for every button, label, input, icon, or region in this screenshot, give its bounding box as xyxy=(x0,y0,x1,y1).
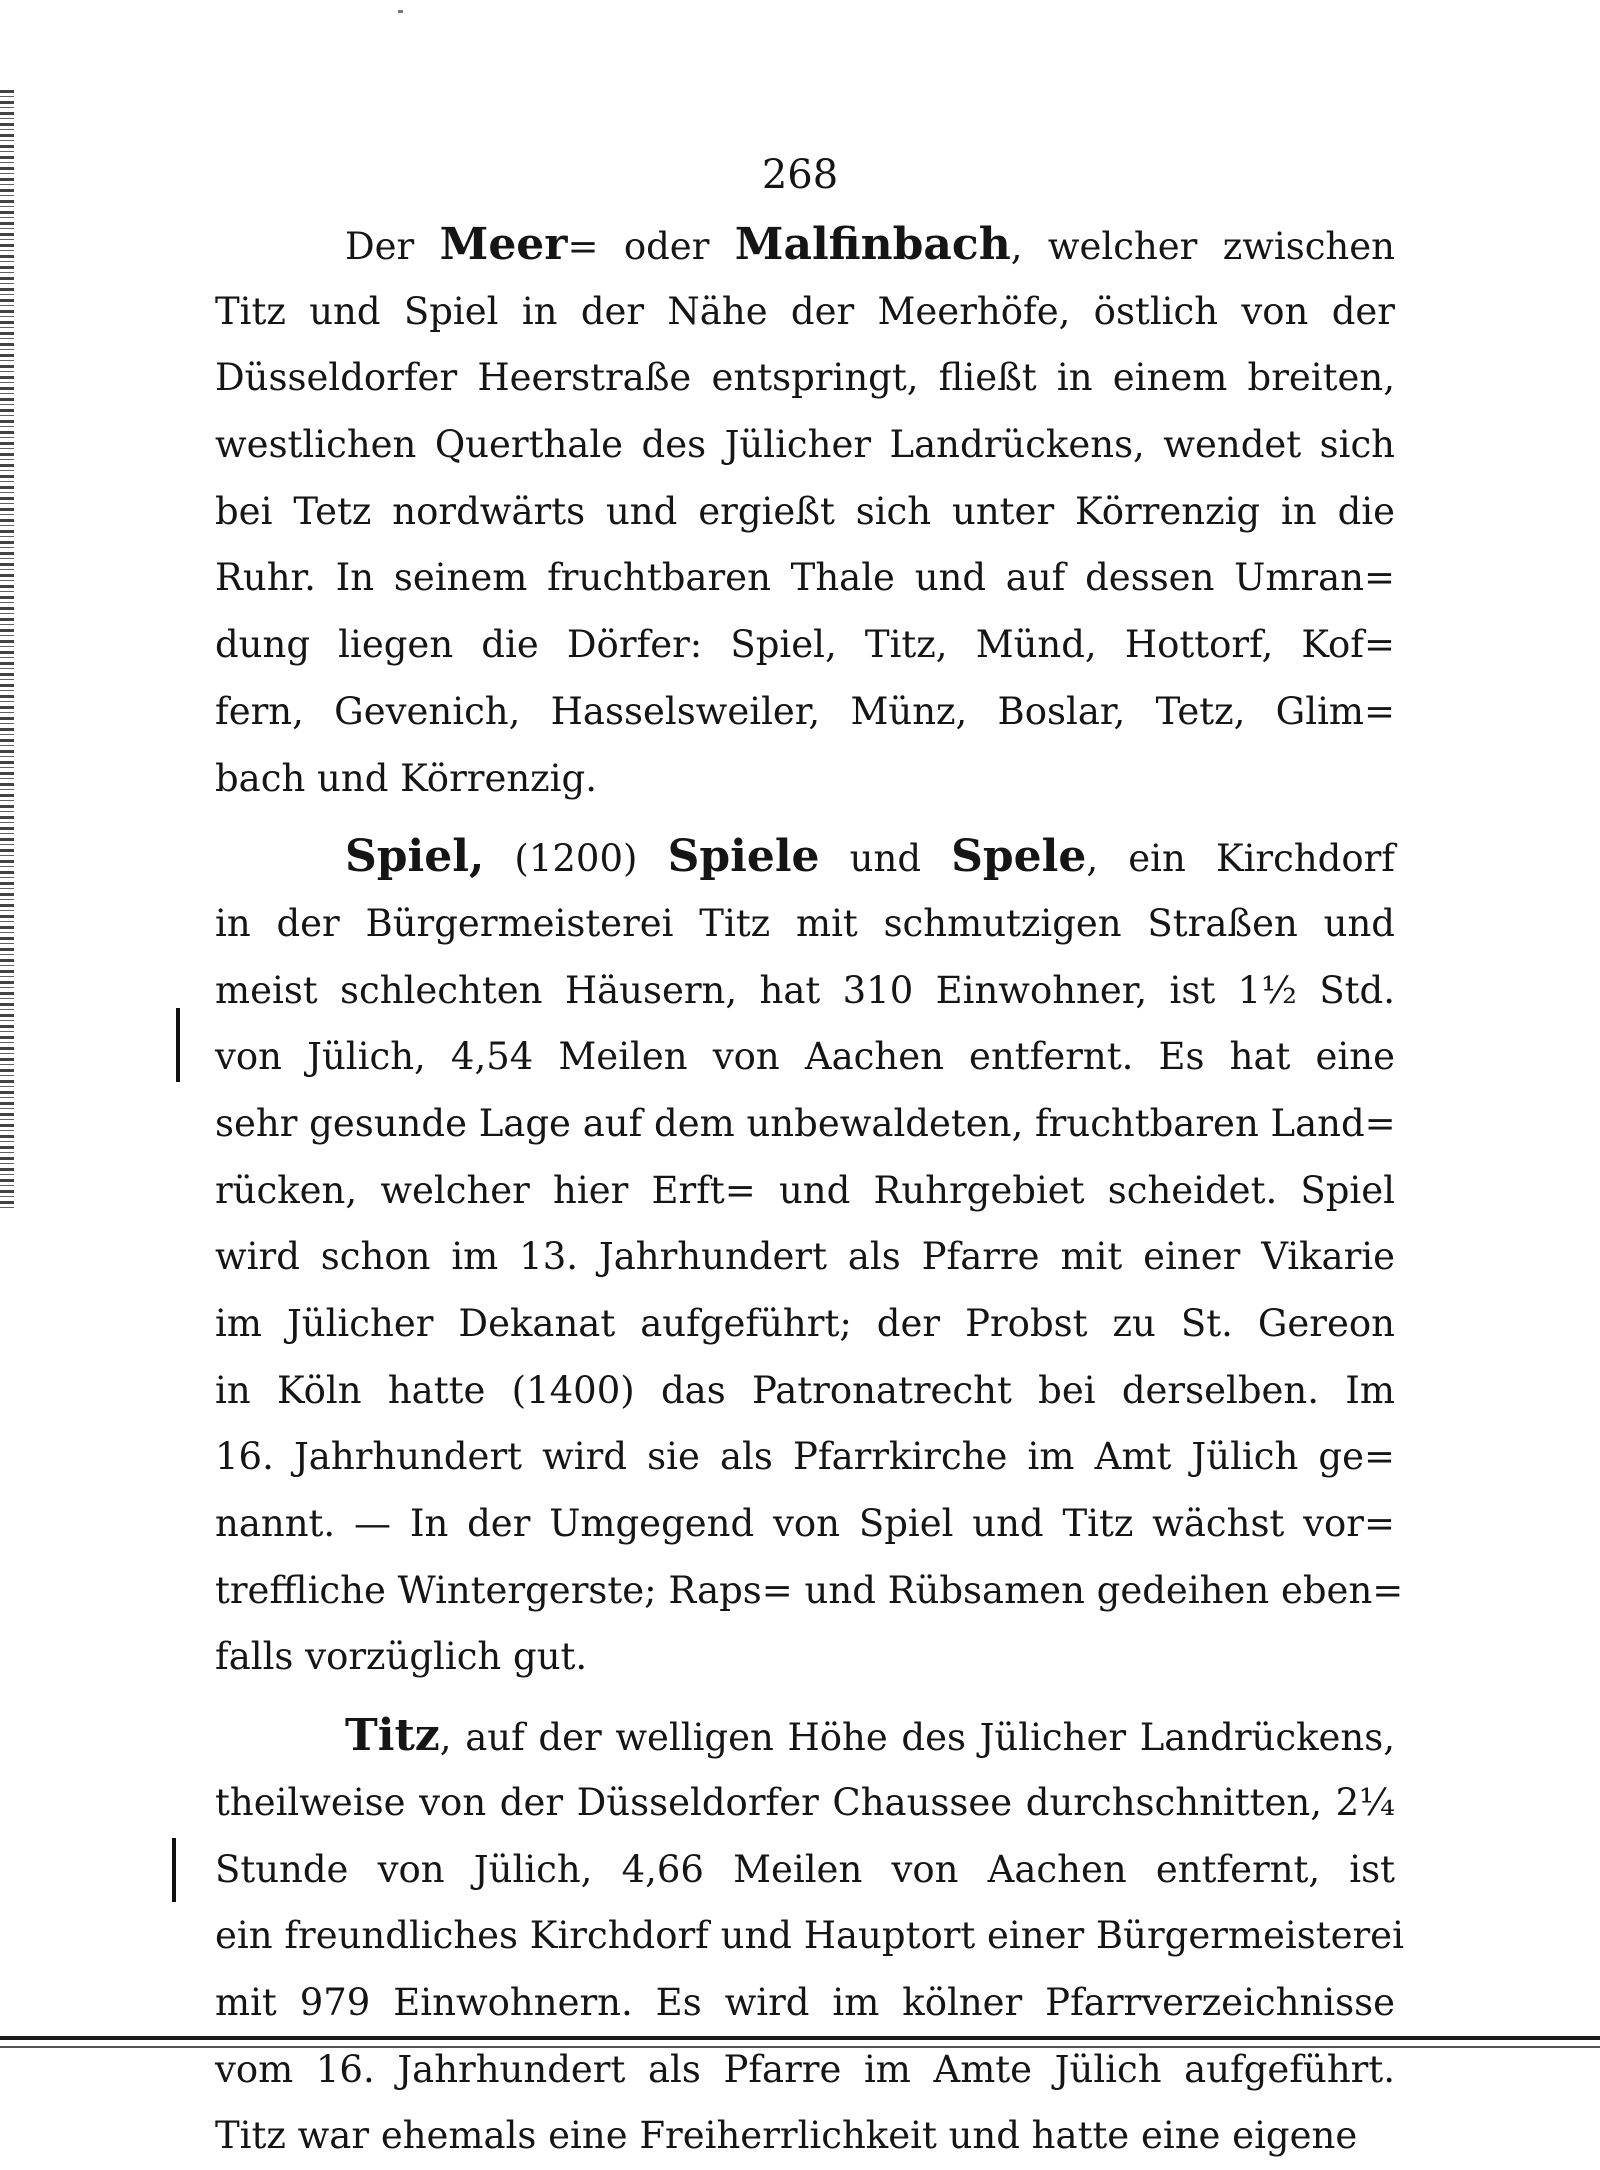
entry-headword: Spiele xyxy=(667,831,820,883)
text-run: meist schlechten Häusern, hat 310 Einwohner, ist 1½ Std. xyxy=(215,968,1395,1012)
text-run: Der xyxy=(345,225,440,268)
text-run: Stunde von Jülich, 4,66 Meilen von Aachen entfernt, ist xyxy=(215,1847,1395,1891)
text-run: , welcher zwischen xyxy=(1010,225,1395,268)
text-run: (1200) xyxy=(484,837,668,881)
text-line xyxy=(215,1770,1395,1837)
text-run: in Köln hatte (1400) das Patronatrecht bei derselben. Im xyxy=(215,1368,1395,1412)
text-run: und xyxy=(819,837,952,881)
bottom-rule xyxy=(0,2046,1600,2048)
text-run: vom 16. Jahrhundert als Pfarre im Amte Jülich aufgeführt. xyxy=(215,2047,1395,2091)
paragraph-spiel xyxy=(215,824,1404,1691)
text-run: rücken, welcher hier Erft= und Ruhrgebiet scheidet. Spiel xyxy=(215,1168,1395,1212)
page-binding-edge xyxy=(0,90,14,1210)
text-run: falls vorzüglich gut. xyxy=(215,1635,588,1679)
text-line xyxy=(215,412,1395,479)
text-line xyxy=(215,679,1395,746)
text-run: sehr gesunde Lage auf dem unbewaldeten, fruchtbaren Land= xyxy=(215,1101,1396,1145)
text-run: von Jülich, 4,54 Meilen von Aachen entfernt. Es hat eine xyxy=(215,1035,1395,1079)
text-run: dung liegen die Dörfer: Spiel, Titz, Münd, Hottorf, Kof= xyxy=(215,623,1395,667)
text-run: theilweise von der Düsseldorfer Chaussee durchschnitten, 2¼ xyxy=(215,1780,1395,1824)
margin-mark xyxy=(172,1838,176,1902)
entry-headword: Spele xyxy=(951,831,1087,883)
text-run: bach und Körrenzig. xyxy=(215,756,597,800)
text-run: fern, Gevenich, Hasselsweiler, Münz, Boslar, Tetz, Glim= xyxy=(215,689,1395,733)
body-text xyxy=(215,212,1404,2170)
text-line xyxy=(215,1491,1395,1558)
entry-headword: Meer xyxy=(439,219,568,270)
text-run: ein freundliches Kirchdorf und Hauptort einer Bürgermeisterei xyxy=(215,1914,1404,1958)
text-line xyxy=(215,279,1395,346)
text-run: im Jülicher Dekanat aufgeführt; der Probst zu St. Gereon xyxy=(215,1302,1395,1345)
text-line xyxy=(215,1158,1395,1225)
ink-speck xyxy=(398,10,403,13)
text-line xyxy=(215,1624,1395,1691)
text-line xyxy=(215,1291,1395,1358)
text-line xyxy=(215,1424,1395,1491)
text-line xyxy=(215,545,1395,612)
text-run: Düsseldorfer Heerstraße entspringt, fließt in einem breiten, xyxy=(215,356,1395,400)
bottom-rule xyxy=(0,2036,1600,2040)
text-line xyxy=(215,612,1395,679)
entry-headword: Spiel, xyxy=(345,831,485,883)
text-run: 16. Jahrhundert wird sie als Pfarrkirche im Amt Jülich ge= xyxy=(215,1435,1395,1479)
page-number: 268 xyxy=(761,152,839,198)
text-line xyxy=(215,345,1395,412)
text-line xyxy=(215,212,1395,279)
text-line xyxy=(215,824,1395,891)
text-run: Titz und Spiel in der Nähe der Meerhöfe, östlich von der xyxy=(215,289,1395,333)
text-run: , auf der welligen Höhe des Jülicher Landrückens, xyxy=(439,1716,1395,1760)
text-run: treffliche Wintergerste; Raps= und Rübsamen gedeihen eben= xyxy=(215,1568,1404,1612)
entry-headword: Malfinbach xyxy=(734,219,1011,270)
text-run: Titz war ehemals eine Freiherrlichkeit und hatte eine eigene xyxy=(215,2114,1358,2158)
text-run: nannt. — In der Umgegend von Spiel und Titz wächst vor= xyxy=(215,1502,1395,1546)
text-line xyxy=(215,1024,1395,1091)
text-run: bei Tetz nordwärts und ergießt sich unter Körrenzig in die xyxy=(215,489,1395,533)
text-line xyxy=(215,1970,1395,2037)
text-line xyxy=(215,1558,1404,1625)
text-run: = oder xyxy=(567,225,735,268)
text-run: , ein Kirchdorf xyxy=(1086,837,1396,881)
text-run: mit 979 Einwohnern. Es wird im kölner Pfarrverzeichnisse xyxy=(215,1980,1395,2024)
text-line xyxy=(215,1091,1395,1158)
text-line xyxy=(215,1837,1395,1904)
entry-headword: Titz xyxy=(345,1710,440,1762)
text-run: wird schon im 13. Jahrhundert als Pfarre mit einer Vikarie xyxy=(215,1235,1395,1279)
text-line xyxy=(215,1903,1404,1970)
text-run: in der Bürgermeisterei Titz mit schmutzigen Straßen und xyxy=(215,901,1395,945)
text-line xyxy=(215,479,1395,546)
margin-mark xyxy=(176,1008,180,1082)
text-line xyxy=(215,1703,1395,1770)
text-run: Ruhr. In seinem fruchtbaren Thale und auf dessen Umran= xyxy=(215,556,1395,600)
text-line xyxy=(215,1224,1395,1291)
text-line xyxy=(215,1358,1395,1425)
text-line xyxy=(215,891,1395,958)
text-run: westlichen Querthale des Jülicher Landrückens, wendet sich xyxy=(215,423,1395,467)
text-line xyxy=(215,746,1395,813)
paragraph-meer-malfinbach xyxy=(215,212,1395,812)
text-line xyxy=(215,2103,1395,2170)
text-line xyxy=(215,958,1395,1025)
